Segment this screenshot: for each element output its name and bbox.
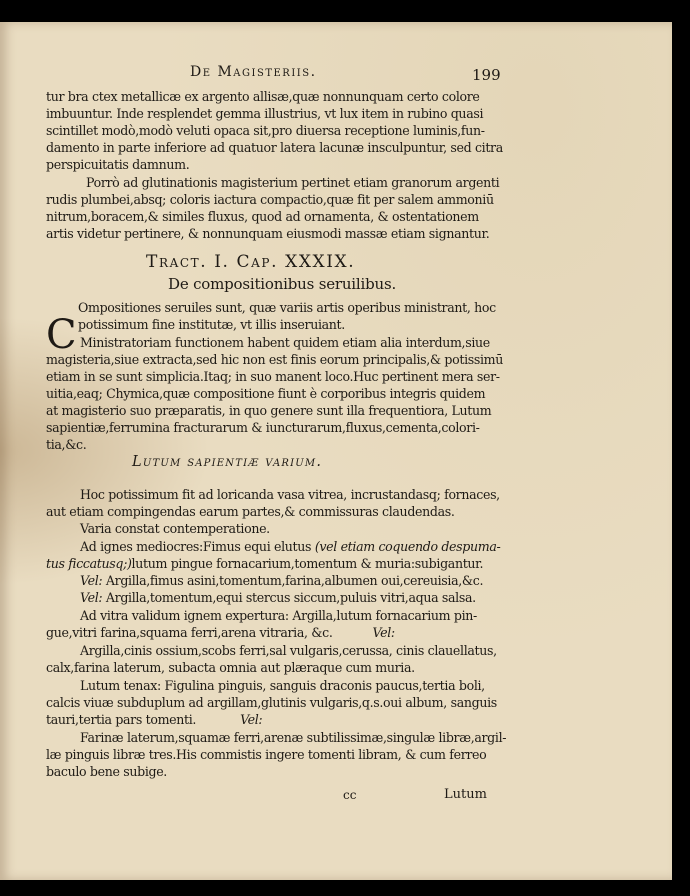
text-line: Ad vitra validum ignem expertura: Argilla,lutum fornacarium pin- (80, 608, 477, 623)
page-number: 199 (472, 66, 501, 84)
text-line (46, 712, 262, 728)
book-page (0, 22, 672, 880)
text-line: aut etiam compingendas earum partes,& commissuras claudendas. (46, 504, 455, 519)
text-line: nitrum,boracem,& similes fluxus, quod ad ornamenta, & ostentationem (46, 209, 479, 224)
italic-note: tus ficcatusq;) (46, 556, 132, 571)
recipe-text: lutum pingue fornacarium,tomentum & muria:subigantur. (131, 556, 484, 571)
vel-marker: Vel: (80, 590, 103, 605)
text-line: damento in parte inferiore ad quatuor latera lacunæ insculpuntur, sed citra (46, 140, 503, 155)
text-line: Ompositiones seruiles sunt, quæ variis artis operibus ministrant, hoc (78, 300, 496, 315)
text-line: rudis plumbei,absq; coloris iactura compactio,quæ fit per salem ammoniū (46, 192, 494, 207)
recipe-text: Argilla,tomentum,equi stercus siccum,puluis vitri,aqua salsa. (102, 590, 476, 605)
text-line: baculo bene subige. (46, 764, 167, 779)
text-line: tia,&c. (46, 437, 87, 452)
text-line: Ministratoriam functionem habent quidem etiam alia interdum,siue (80, 335, 490, 350)
text-line: calcis viuæ subduplum ad argillam,glutinis vulgaris,q.s.oui album, sanguis (46, 695, 497, 710)
text-line: sapientiæ,ferrumina fracturarum & iuncturarum,fluxus,cementa,colori- (46, 420, 480, 435)
drop-capital: C (46, 312, 77, 358)
text-line: potissimum fine institutæ, vt illis inseruiant. (78, 317, 345, 332)
recipe-text: tauri,tertia pars tomenti. (46, 712, 197, 727)
text-line: Farinæ laterum,squamæ ferri,arenæ subtilissimæ,singulæ libræ,argil- (80, 730, 507, 745)
signature-mark: cc (343, 788, 357, 802)
running-head: De Magisteriis. (190, 64, 317, 80)
text-line (80, 573, 483, 589)
text-line: Hoc potissimum fit ad loricanda vasa vitrea, incrustandasq; fornaces, (80, 487, 500, 502)
vel-marker: Vel: (240, 712, 263, 727)
text-line (46, 625, 395, 641)
italic-note: (vel etiam coquendo despuma- (314, 539, 501, 554)
vel-marker: Vel: (80, 573, 103, 588)
recipe-text: gue,vitri farina,squama ferri,arena vitraria, &c. (46, 625, 333, 640)
text-line: calx,farina laterum, subacta omnia aut plæraque cum muria. (46, 660, 415, 675)
text-line: scintillet modò,modò veluti opaca sit,pro diuersa receptione luminis,fun- (46, 123, 485, 138)
recipe-label: Ad ignes mediocres:Fimus equi elutus (80, 539, 315, 554)
text-line: tur bra ctex metallicæ ex argento allisæ,quæ nonnunquam certo colore (46, 89, 480, 104)
text-line: Porrò ad glutinationis magisterium pertinet etiam granorum argenti (86, 175, 500, 190)
text-line: magisteria,siue extracta,sed hic non est finis eorum principalis,& potissimū (46, 352, 504, 367)
text-line: uitia,eaq; Chymica,quæ compositione fiunt è corporibus integris quidem (46, 386, 486, 401)
text-line: Varia constat contemperatione. (80, 521, 270, 536)
text-line: artis videtur pertinere, & nonnunquam eiusmodi massæ etiam signantur. (46, 226, 490, 241)
text-line: at magisterio suo præparatis, in quo genere sunt illa frequentiora, Lutum (46, 403, 492, 418)
chapter-title: De compositionibus seruilibus. (168, 275, 397, 293)
chapter-heading: Tract. I. Cap. XXXIX. (146, 252, 356, 272)
text-line: Lutum tenax: Figulina pinguis, sanguis draconis paucus,tertia boli, (80, 678, 485, 693)
text-line: perspicuitatis damnum. (46, 157, 190, 172)
catchword: Lutum (444, 787, 487, 802)
text-line (80, 590, 476, 606)
text-line: etiam in se sunt simplicia.Itaq; in suo manent loco.Huc pertinent mera ser- (46, 369, 500, 384)
text-line: Argilla,cinis ossium,scobs ferri,sal vulgaris,cerussa, cinis clauellatus, (80, 643, 497, 658)
text-line (46, 556, 483, 572)
recipe-text: Argilla,fimus asini,tomentum,farina,albumen oui,cereuisia,&c. (102, 573, 484, 588)
section-heading: Lutum sapientiæ varium. (132, 454, 323, 470)
text-line: imbuuntur. Inde resplendet gemma illustrius, vt lux item in rubino quasi (46, 106, 484, 121)
text-line (80, 539, 500, 555)
text-line: læ pinguis libræ tres.His commistis ingere tomenti libram, & cum ferreo (46, 747, 487, 762)
vel-marker: Vel: (372, 625, 395, 640)
